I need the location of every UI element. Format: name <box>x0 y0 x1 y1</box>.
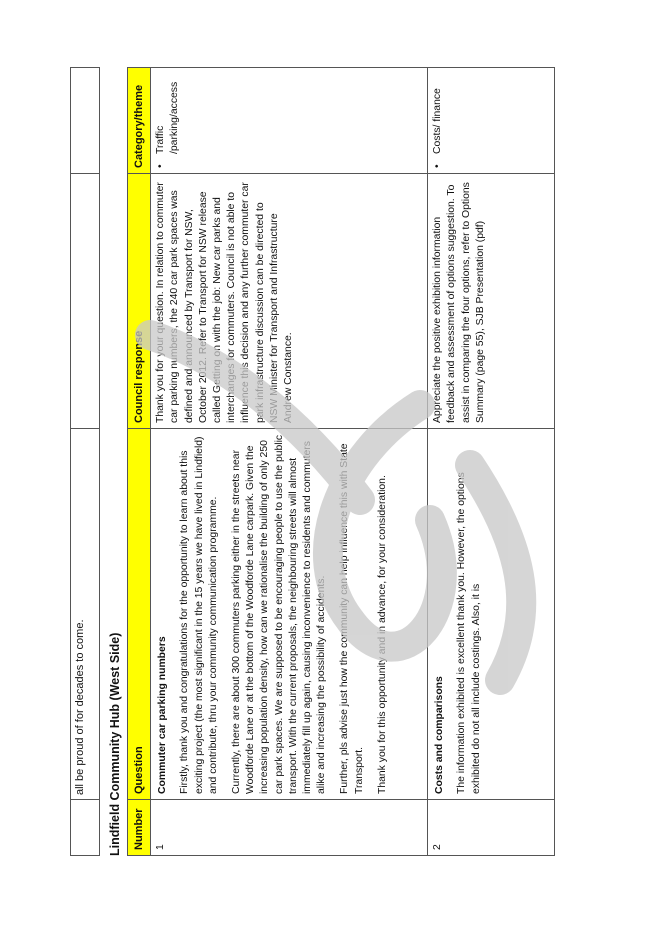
table-row <box>428 68 555 856</box>
category-cell <box>428 68 555 174</box>
question-cell <box>151 429 428 800</box>
council-response-cell: Appreciate the positive exhibition information feedback and assessment of options suggestion. To assist in comparing the four options, refer to Options Summary (page 55), SJB Presentation (pdf) <box>428 174 555 429</box>
category-cell <box>151 68 428 174</box>
table-row <box>151 68 428 856</box>
previous-number-cell <box>71 800 100 856</box>
previous-response-cell <box>71 174 100 429</box>
header-council-response: Council response <box>128 174 151 429</box>
category-text: Traffic /parking/access <box>155 81 181 154</box>
table-header-row <box>128 68 151 856</box>
question-title: Costs and comparisons <box>434 676 446 794</box>
previous-table-fragment <box>70 67 100 856</box>
question-paragraph: The information exhibited is excellent thank you. However, the options exhibited do not all include costings. Also, it is <box>456 472 482 794</box>
previous-table-row <box>71 68 100 856</box>
row-number: 2 <box>428 800 555 856</box>
header-question: Question <box>128 429 151 800</box>
row-number: 1 <box>151 800 428 856</box>
category-text: Costs/ finance <box>432 88 444 154</box>
previous-category-cell <box>71 68 100 174</box>
questions-table <box>127 67 555 856</box>
bullet-icon: • <box>155 164 167 168</box>
council-response-cell: Thank you for your question. In relation to commuter car parking numbers, the 240 car park spaces was defined and announced by Transport for NSW, October 2012. Refer to Transport for NSW release called Getting on with the job: New car parks and interchanges for commuters. Council is not able to influence this decision and any further commuter car park infrastructure discussion can be directed to NSW Minister for Transport and Infrastructure Andrew Constance. <box>151 174 428 429</box>
header-category: Category/theme <box>128 68 151 174</box>
question-paragraph: Further, pls advise just how the community can help influence this with State Transport. <box>339 443 365 794</box>
question-cell <box>428 429 555 800</box>
bullet-icon: • <box>432 164 444 168</box>
category-bullet <box>431 73 445 168</box>
category-bullet <box>154 73 182 168</box>
header-number: Number <box>128 800 151 856</box>
previous-question-continuation: all be proud of for decades to come. <box>71 429 100 800</box>
question-paragraph: Currently, there are about 300 commuters parking either in the streets near Woodforde Lane or at the bottom of the Woodforde Lane carpark. Given the increasing population density, how can we rationalise the building of only 250 car park spaces. We are supposed to be encouraging people to use the public transport. With the current proposals, the neighbouring streets will almost immediately fill up again, causing inconvenience to residents and commuters alike and increasing the possibility of accidents. <box>231 434 328 794</box>
section-title: Lindfield Community Hub (West Side) <box>108 632 122 856</box>
question-title: Commuter car parking numbers <box>157 636 169 794</box>
question-paragraph: Firstly, thank you and congratulations for the opportunity to learn about this exciting project (the most significant in the 15 years we have lived in Lindfield) and contribute, thru your community communication programme. <box>179 436 219 794</box>
question-paragraph: Thank you for this opportunity and in advance, for your consideration. <box>376 475 388 794</box>
